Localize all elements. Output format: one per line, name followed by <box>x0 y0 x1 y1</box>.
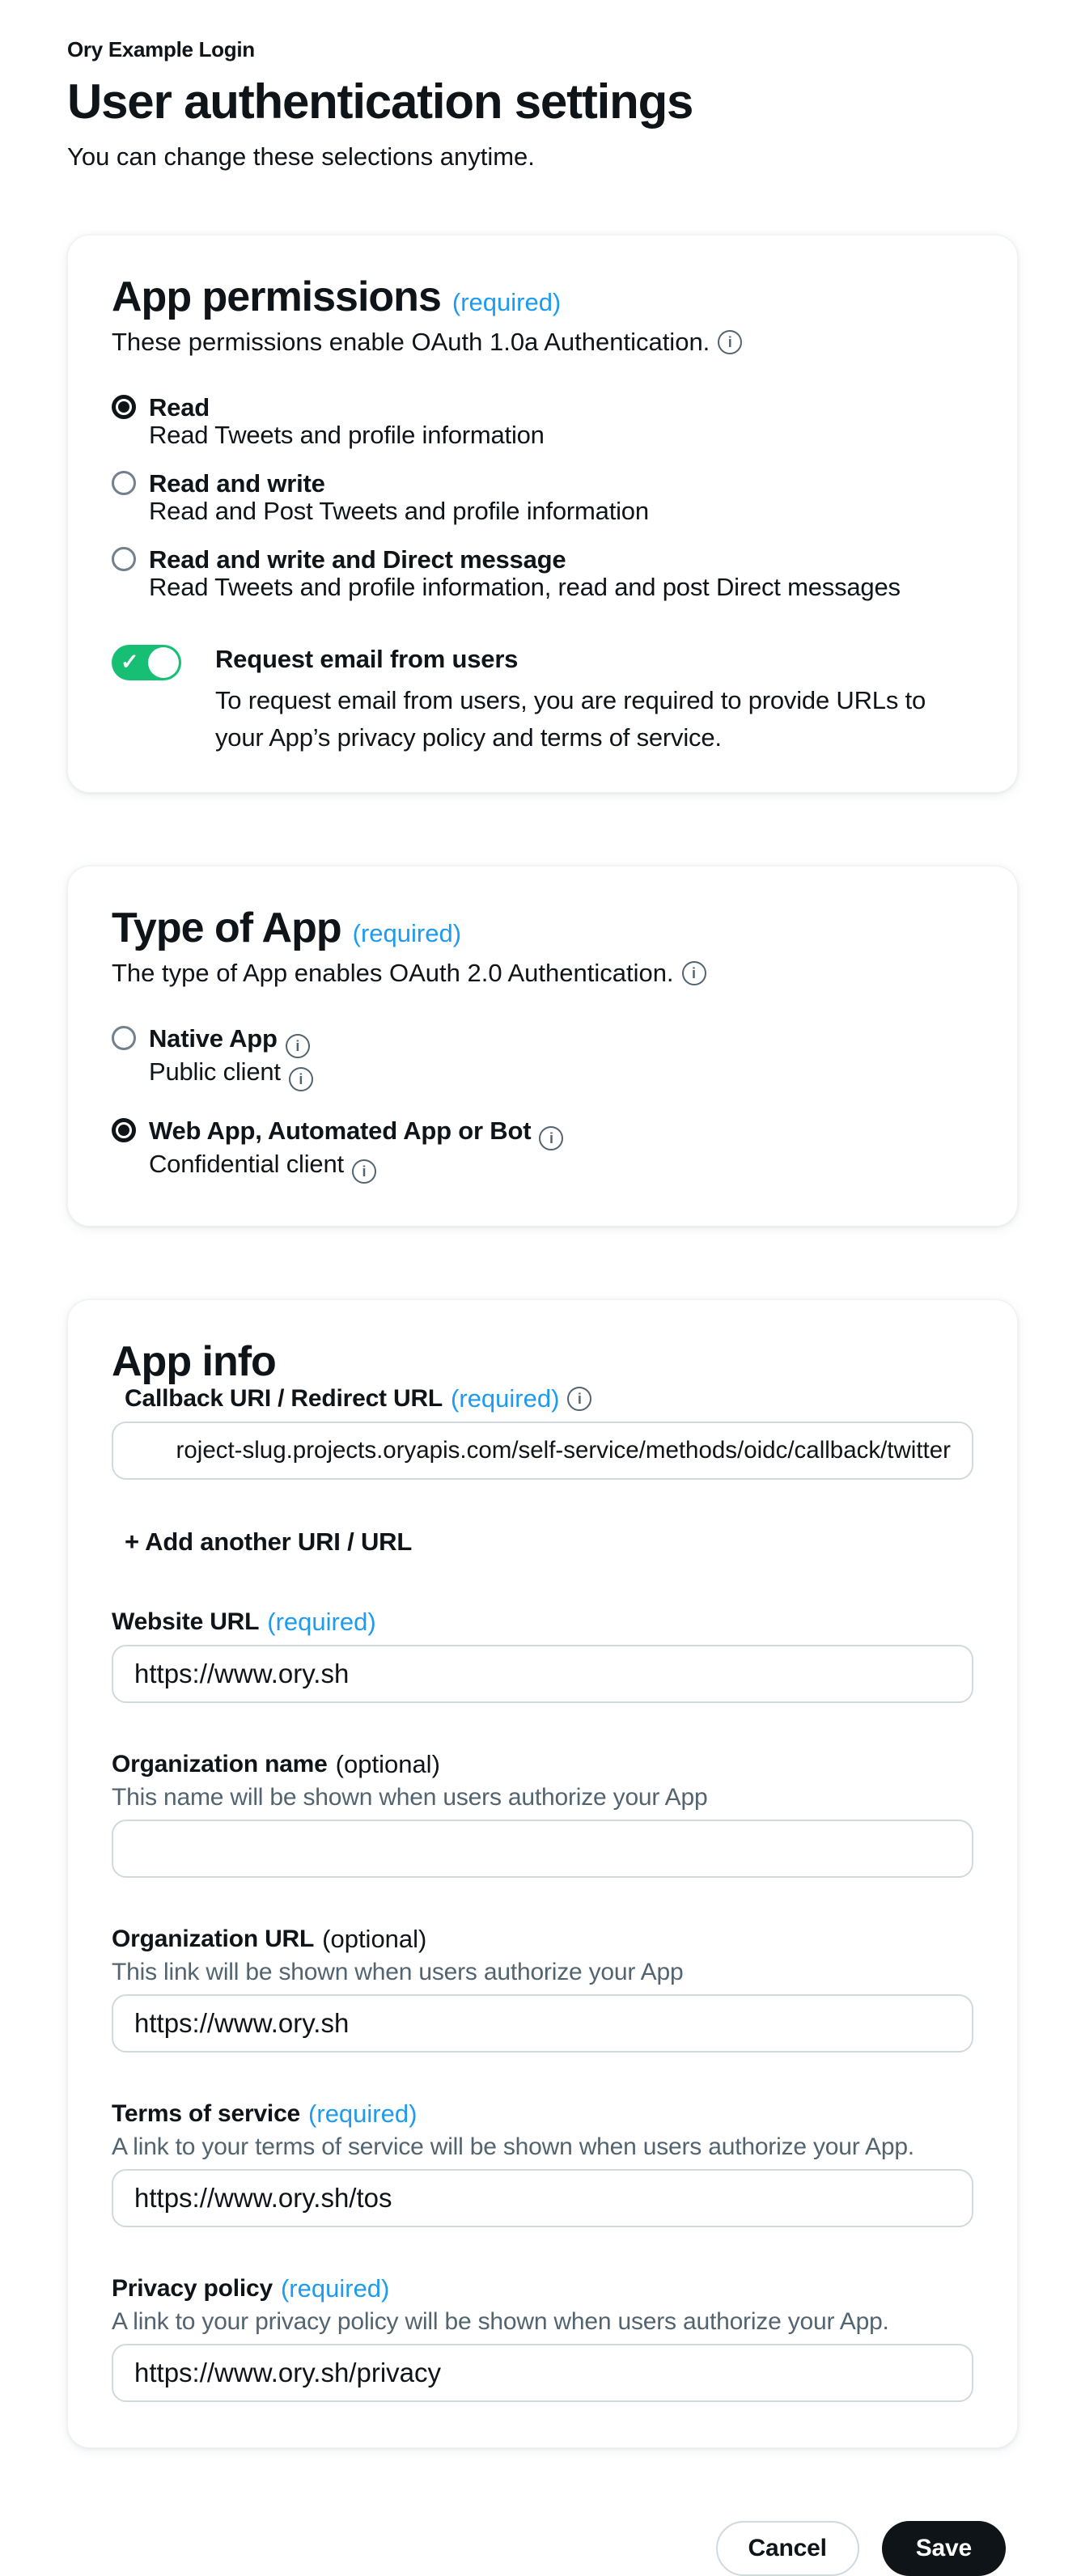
app-info-title: App info <box>112 1338 276 1385</box>
option-description: Read Tweets and profile information <box>149 421 545 449</box>
organization-url-label: Organization URL <box>112 1926 315 1952</box>
request-email-toggle[interactable] <box>112 645 181 680</box>
callback-uri-input[interactable] <box>112 1421 973 1480</box>
terms-of-service-description: A link to your terms of service will be shown when users authorize your App. <box>112 2133 914 2160</box>
option-label: Read and write <box>149 469 325 498</box>
required-tag: (required) <box>280 2274 390 2303</box>
type-of-app-subtitle <box>112 959 973 988</box>
info-icon[interactable] <box>718 330 742 354</box>
organization-url-field <box>112 1925 973 2053</box>
app-permissions-title: App permissions <box>112 273 441 320</box>
request-email-row <box>112 645 973 756</box>
required-tag: (required) <box>451 288 562 316</box>
option-label: Web App, Automated App or Boti <box>149 1117 563 1150</box>
terms-of-service-input[interactable] <box>112 2169 973 2227</box>
organization-name-field <box>112 1750 973 1878</box>
privacy-policy-description: A link to your privacy policy will be shown when users authorize your App. <box>112 2308 889 2335</box>
required-tag: (required) <box>352 919 462 947</box>
terms-of-service-label: Terms of service <box>112 2100 301 2127</box>
option-label: Read and write and Direct message <box>149 545 566 574</box>
privacy-policy-label: Privacy policy <box>112 2275 273 2302</box>
request-email-description: To request email from users, you are required to provide URLs to your App’s privacy policy and terms of service. <box>215 686 926 752</box>
app-info-card <box>67 1299 1018 2448</box>
callback-uri-value: roject-slug.projects.oryapis.com/self-service/methods/oidc/callback/twitter <box>176 1437 951 1464</box>
page-subtitle: You can change these selections anytime. <box>67 142 535 171</box>
option-label: Native Appi <box>149 1025 313 1058</box>
organization-url-description: This link will be shown when users authorize your App <box>112 1959 684 1985</box>
type-of-app-subtitle-text: The type of App enables OAuth 2.0 Authentication. <box>112 959 674 987</box>
radio-read-write-dm[interactable] <box>112 547 136 571</box>
organization-url-input[interactable] <box>112 1994 973 2053</box>
radio-read-write[interactable] <box>112 471 136 495</box>
required-tag: (required) <box>451 1384 560 1413</box>
permission-option-read-write-dm[interactable] <box>112 546 973 601</box>
page-title: User authentication settings <box>67 74 693 129</box>
option-label: Read <box>149 393 210 422</box>
callback-uri-label-row <box>112 1384 973 1413</box>
app-name: Ory Example Login <box>67 37 255 61</box>
option-description: Read Tweets and profile information, read and post Direct messages <box>149 573 901 601</box>
option-description: Read and Post Tweets and profile information <box>149 497 649 525</box>
type-of-app-title-row <box>112 905 973 951</box>
terms-of-service-field <box>112 2099 973 2227</box>
type-option-web-app[interactable] <box>112 1117 973 1184</box>
organization-name-description: This name will be shown when users authorize your App <box>112 1784 708 1811</box>
request-email-label: Request email from users <box>215 645 519 673</box>
permission-option-read[interactable] <box>112 394 973 449</box>
info-icon[interactable] <box>352 1159 376 1184</box>
radio-read[interactable] <box>112 395 136 419</box>
type-option-native[interactable] <box>112 1025 973 1091</box>
callback-uri-field <box>112 1384 973 1480</box>
type-options <box>112 1025 973 1184</box>
cancel-button[interactable]: Cancel <box>716 2521 859 2576</box>
callback-uri-label: Callback URI / Redirect URL <box>125 1385 443 1412</box>
app-permissions-subtitle <box>112 328 973 357</box>
website-url-label: Website URL <box>112 1608 260 1635</box>
radio-web-app[interactable] <box>112 1118 136 1142</box>
permission-option-read-write[interactable] <box>112 470 973 525</box>
type-of-app-card <box>67 866 1018 1227</box>
check-icon <box>121 651 139 673</box>
option-description: Confidential clienti <box>149 1150 563 1184</box>
info-icon[interactable] <box>567 1387 591 1411</box>
required-tag: (required) <box>308 2099 418 2128</box>
app-permissions-subtitle-text: These permissions enable OAuth 1.0a Authentication. <box>112 328 710 356</box>
organization-name-label: Organization name <box>112 1751 328 1777</box>
optional-tag: (optional) <box>335 1750 440 1778</box>
footer-actions <box>67 2521 1006 2576</box>
option-description: Public clienti <box>149 1058 313 1091</box>
privacy-policy-input[interactable] <box>112 2344 973 2402</box>
privacy-policy-field <box>112 2274 973 2402</box>
save-button[interactable]: Save <box>882 2521 1006 2576</box>
optional-tag: (optional) <box>322 1925 427 1953</box>
required-tag: (required) <box>267 1608 376 1636</box>
add-uri-button[interactable]: + Add another URI / URL <box>112 1527 417 1557</box>
info-icon[interactable] <box>539 1126 563 1150</box>
info-icon[interactable] <box>682 961 706 985</box>
toggle-knob <box>148 647 179 678</box>
radio-native-app[interactable] <box>112 1026 136 1050</box>
info-icon[interactable] <box>286 1034 310 1058</box>
type-of-app-title: Type of App <box>112 905 341 951</box>
app-permissions-card <box>67 235 1018 793</box>
organization-name-input[interactable] <box>112 1820 973 1878</box>
website-url-field <box>112 1608 973 1703</box>
website-url-input[interactable] <box>112 1645 973 1703</box>
app-permissions-title-row <box>112 274 973 320</box>
info-icon[interactable] <box>289 1067 313 1091</box>
permission-options <box>112 394 973 601</box>
